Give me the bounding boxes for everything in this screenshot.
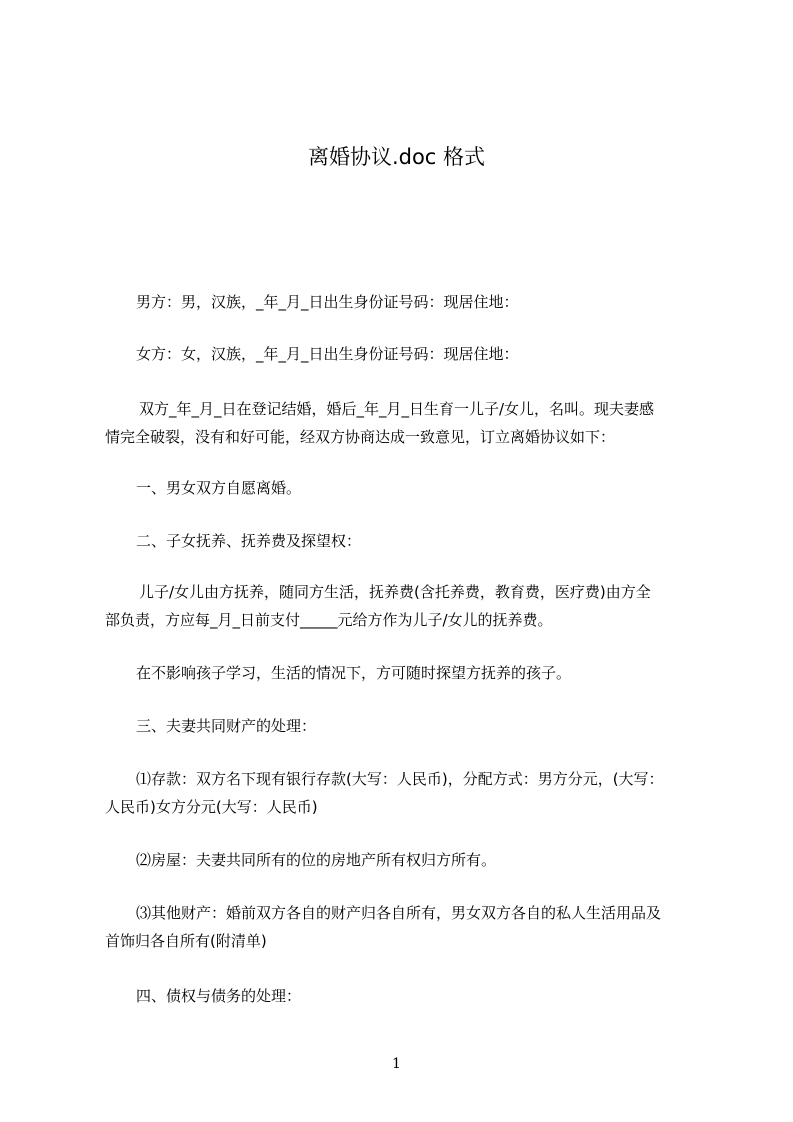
paragraph-wife-info [105,340,705,368]
paragraph-line: ⑴存款：双方名下现有银行存款(大写：人民币)，分配方式：男方分元，(大写： [136,770,664,788]
paragraph-house [105,846,705,874]
paragraph-text: 女方：女，汉族，_年_月_日出生身份证号码：现居住地： [136,345,519,363]
paragraph-other-property [105,899,705,955]
paragraph-line: 儿子/女儿由方抚养，随同方生活，抚养费(含托养费，教育费，医疗费)由方全 [139,583,651,601]
paragraph-line: 人民币)女方分元(大写：人民币) [105,798,318,816]
paragraph-visitation [105,659,705,687]
heading-text: 四、债权与债务的处理： [136,987,302,1005]
paragraph-husband-info [105,288,705,316]
paragraph-text: ⑵房屋：夫妻共同所有的位的房地产所有权归方所有。 [136,851,497,869]
section-heading-4 [105,982,705,1010]
section-heading-3 [105,712,705,740]
paragraph-marriage-background [105,395,705,451]
heading-text: 二、子女抚养、抚养费及探望权： [136,532,362,550]
document-title: 离婚协议.doc 格式 [307,145,486,169]
paragraph-text: 男方：男，汉族，_年_月_日出生身份证号码：现居住地： [136,293,519,311]
paragraph-savings [105,765,705,821]
paragraph-line: ⑶其他财产：婚前双方各自的财产归各自所有，男女双方各自的私人生活用品及 [136,904,662,922]
paragraph-line: 双方_年_月_日在登记结婚，婚后_年_月_日生育一儿子/女儿，名叫。现夫妻感 [139,400,655,418]
heading-text: 三、夫妻共同财产的处理： [136,717,317,735]
page-number: 1 [392,1056,401,1072]
paragraph-line: 部负责，方应每_月_日前支付_____元给方作为儿子/女儿的抚养费。 [105,611,553,629]
paragraph-line: 情完全破裂，没有和好可能，经双方协商达成一致意见，订立离婚协议如下： [105,428,616,446]
paragraph-line: 首饰归各自所有(附清单) [105,932,267,950]
paragraph-text: 在不影响孩子学习，生活的情况下，方可随时探望方抚养的孩子。 [136,664,572,682]
section-heading-1 [105,474,705,502]
paragraph-child-custody [105,578,705,634]
heading-text: 一、男女双方自愿离婚。 [136,479,302,497]
section-heading-2 [105,527,705,555]
